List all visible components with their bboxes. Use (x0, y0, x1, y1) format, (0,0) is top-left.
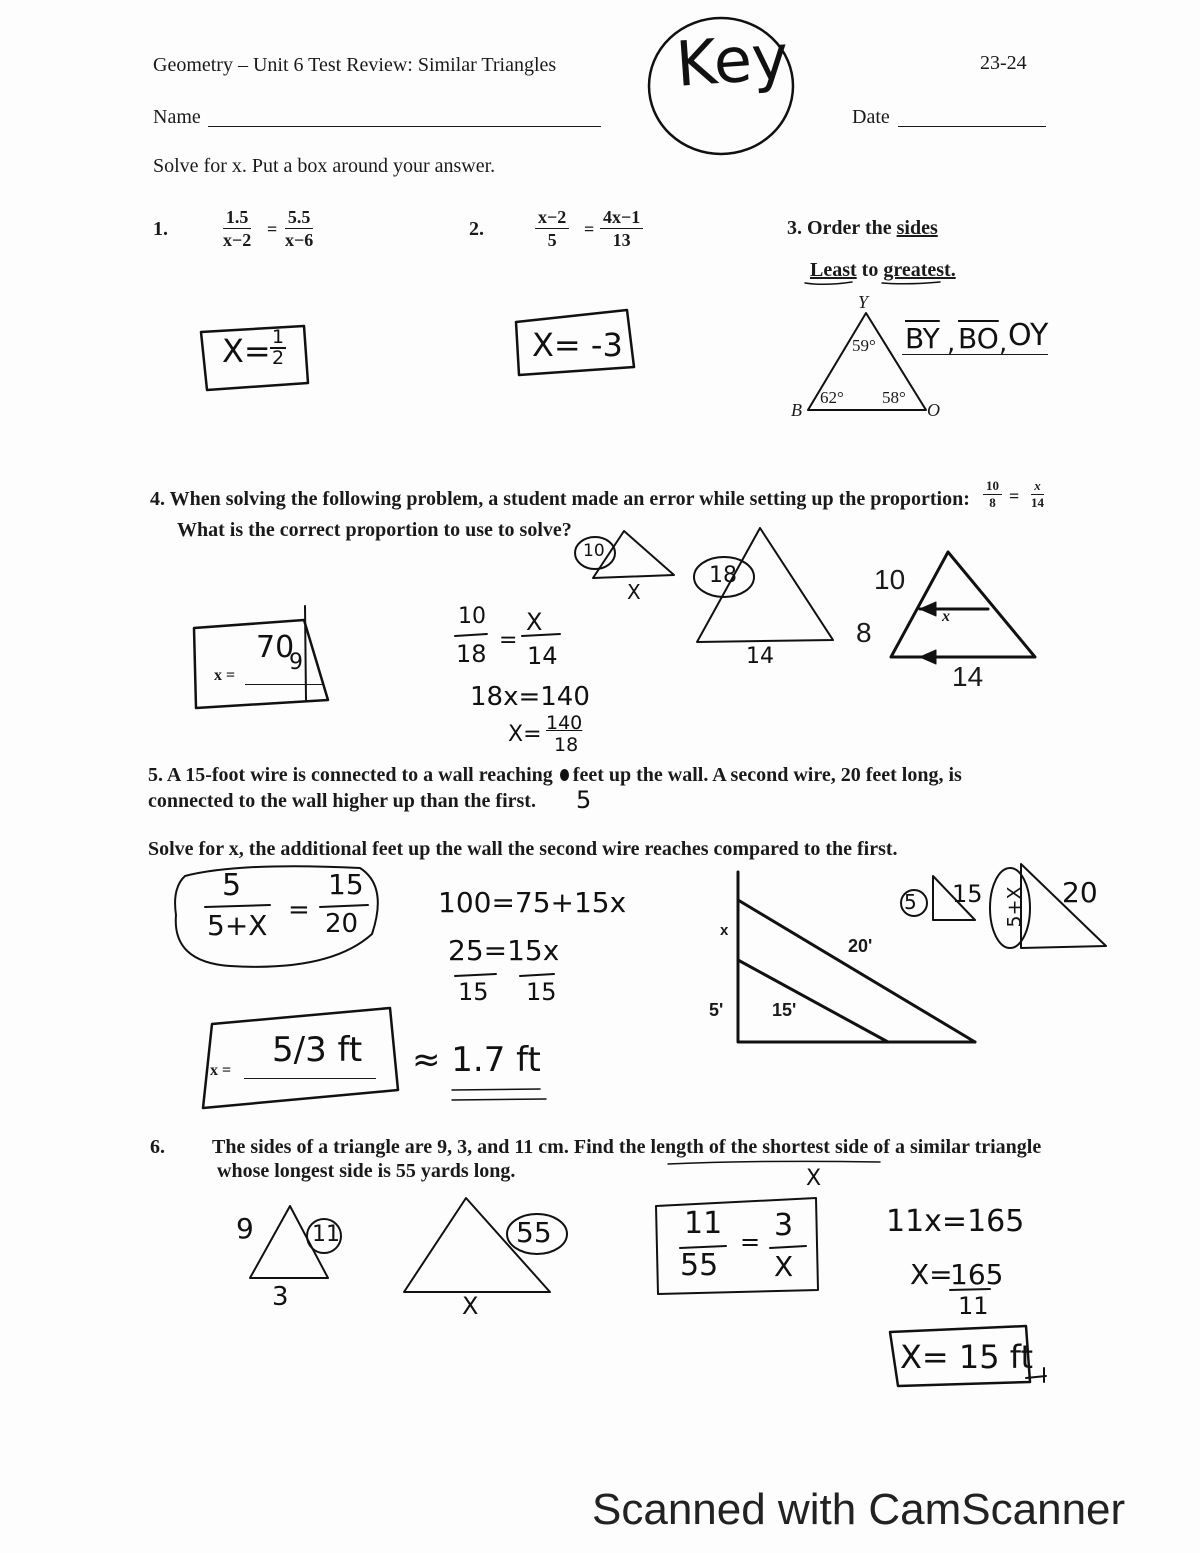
problem-2-lhs-den: 5 (547, 230, 557, 250)
problem-4-sketch-14: 14 (746, 644, 774, 669)
problem-4-arrow2 (920, 650, 936, 664)
problem-6-work2-x: X= (910, 1258, 953, 1291)
problem-3-vertex-b: B (791, 400, 802, 420)
problem-6-number: 6. (150, 1136, 165, 1158)
problem-4-given-equals: = (1009, 486, 1020, 506)
problem-5-work3-right: 15 (526, 978, 557, 1006)
problem-3-greatest: greatest. (883, 259, 956, 281)
name-label: Name (153, 106, 201, 128)
problem-2-number: 2. (469, 218, 484, 240)
problem-1-rhs-fraction (282, 206, 316, 251)
name-line (208, 126, 601, 127)
problem-1-answer-num: 1 (272, 326, 285, 348)
problem-5-answer-line (244, 1078, 376, 1079)
problem-2-equals: = (584, 219, 595, 239)
problem-6-line1-b: length of the shortest side (650, 1136, 869, 1158)
problem-5-answer-label: x = (210, 1062, 232, 1079)
problem-5-work3-bar1 (455, 974, 496, 976)
problem-4-figure-8: 8 (856, 617, 872, 648)
problem-5-line1-a: 5. A 15-foot wire is connected to a wall reaching (148, 764, 553, 786)
problem-4-work-bar1 (455, 634, 487, 636)
problem-5-line3: Solve for x, the additional feet up the wall the second wire reaches compared to the first. (148, 838, 898, 860)
problem-2-lhs-num: x−2 (535, 206, 569, 229)
problem-2-rhs-num: 4x−1 (600, 206, 643, 229)
problem-5-sketch-5: 5 (904, 890, 917, 914)
problem-5-fig-20: 20' (848, 936, 873, 956)
problem-3-angle-o: 58° (882, 388, 906, 407)
problem-4-work-num1: 10 (458, 604, 486, 629)
problem-6-line1-a: The sides of a triangle are 9, 3, and 11 cm. Find the (212, 1136, 651, 1158)
key-label: Key (673, 20, 791, 101)
problem-2-rhs-den: 13 (612, 230, 631, 250)
problem-4-work-eq: = (499, 628, 518, 653)
problem-3-prefix: 3. Order the (787, 217, 897, 239)
problem-4-figure-14: 14 (952, 661, 984, 692)
problem-5-prop-bar1 (205, 905, 270, 907)
problem-6-line2: whose longest side is 55 yards long. (217, 1160, 516, 1182)
problem-5-prop-den1: 5+X (207, 909, 268, 942)
problem-5-prop-eq: = (288, 895, 310, 925)
problem-4-arrow1 (920, 602, 936, 616)
problem-5-wire-short (738, 960, 888, 1042)
problem-4-line2: What is the correct proportion to use to solve? (177, 519, 572, 541)
problem-4-given-lhs (983, 478, 1002, 511)
problem-1-number: 1. (153, 218, 168, 240)
problem-3-least-under (805, 282, 852, 284)
problem-5-approx-under (452, 1089, 546, 1100)
problem-5-fig-15: 15' (772, 1000, 797, 1020)
problem-5-work3-left: 15 (458, 978, 489, 1006)
problem-1-equals: = (267, 219, 278, 239)
problem-1-answer-den: 2 (272, 347, 285, 369)
problem-4-work-line2: 18x=140 (470, 682, 590, 712)
problem-4-figure-10: 10 (874, 564, 906, 595)
problem-5-answer: 5/3 ft (272, 1030, 363, 1070)
problem-4-sketch-10: 10 (583, 541, 605, 561)
problem-4-answer-line (245, 684, 323, 685)
problem-3-angle-b: 62° (820, 388, 844, 407)
problem-6-prop-num2: 3 (774, 1208, 794, 1243)
problem-6-sketch-3: 3 (272, 1282, 289, 1312)
problem-4-sketch-18: 18 (709, 563, 737, 588)
problem-3-comma2: , (999, 328, 1008, 358)
problem-6-sketch-x: X (462, 1292, 479, 1320)
problem-6-work1: 11x=165 (886, 1204, 1025, 1239)
problem-5-sketch-20: 20 (1062, 876, 1098, 909)
problem-3-sides: sides (896, 217, 938, 239)
problem-6-prop-num1: 11 (684, 1206, 723, 1241)
problem-4-work-num2: X (526, 608, 543, 636)
problem-5-work2: 25=15x (448, 934, 560, 967)
problem-4-given-rden: 14 (1031, 495, 1044, 510)
problem-6-work2-den: 11 (958, 1292, 989, 1320)
date-label: Date (852, 106, 890, 128)
problem-6-prop-den1: 55 (680, 1248, 719, 1283)
problem-4-figure-x: x (942, 608, 950, 625)
problem-1-lhs-den: x−2 (223, 230, 252, 250)
problem-3-comma1: , (947, 328, 956, 358)
problem-5-fig-x: x (720, 922, 729, 939)
problem-3-to: to (856, 259, 884, 281)
problem-1-lhs-num: 1.5 (223, 206, 252, 229)
problem-6-sketch-9: 9 (236, 1212, 254, 1245)
problem-5-prop-num1: 5 (222, 868, 242, 903)
problem-2-lhs-fraction (535, 206, 569, 251)
problem-2-answer: X= -3 (532, 326, 623, 364)
worksheet-title: Geometry – Unit 6 Test Review: Similar Triangles (153, 54, 557, 76)
problem-5-correction: 5 (576, 786, 592, 814)
problem-4-given-rnum: x (1031, 478, 1044, 495)
problem-6-underline (668, 1161, 880, 1164)
problem-3-line2 (810, 259, 956, 282)
problem-4-answer-num: 70 (256, 630, 295, 665)
problem-3-answer-oy: OY (1008, 318, 1049, 353)
problem-3-answer-by: $\overline{BY}$ (905, 322, 940, 355)
problem-5-prop-den2: 20 (325, 909, 359, 939)
problem-5-line1-b: feet up the wall. A second wire, 20 feet long, is (572, 764, 962, 786)
problem-1-answer-fraction (270, 328, 286, 368)
problem-5-sketch-15: 15 (952, 880, 983, 908)
problem-2-rhs-fraction (600, 206, 643, 251)
problem-4-given-den: 8 (989, 495, 996, 510)
problem-3-answer-line (902, 354, 1048, 355)
problem-3-vertex-o: O (927, 400, 940, 420)
problem-6-sketch-11: 11 (312, 1222, 340, 1247)
problem-4-small-triangle (593, 531, 674, 578)
problem-5-work3-bar2 (520, 974, 554, 976)
problem-5-line1 (148, 764, 962, 787)
problem-1-rhs-num: 5.5 (285, 206, 314, 229)
problem-6-x-mark: X (806, 1166, 822, 1191)
problem-1-answer: X= (222, 332, 271, 370)
problem-6-line1-c: of a similar triangle (868, 1136, 1042, 1158)
problem-6-work2-num: 165 (950, 1258, 1004, 1291)
problem-4-work-x: X= (508, 722, 542, 747)
date-line (898, 126, 1046, 127)
problem-3-least: Least (810, 259, 857, 281)
problem-4-work-den2: 14 (527, 642, 558, 670)
problem-5-sketch-5x: 5+X (1003, 886, 1026, 928)
school-year: 23-24 (980, 52, 1027, 74)
problem-3-greatest-under (882, 282, 940, 284)
problem-3-vertex-y: Y (858, 292, 869, 312)
problem-4-work-num3: 140 (546, 712, 583, 734)
problem-4-work-den1: 18 (456, 640, 487, 668)
problem-5-crossed-out-number (560, 769, 569, 781)
problem-3-line1 (787, 217, 938, 240)
problem-6-line1 (212, 1136, 1041, 1159)
problem-5-fig-5: 5' (709, 1000, 724, 1020)
problem-6-prop-eq: = (740, 1228, 761, 1256)
problem-6-prop-bar2 (770, 1246, 806, 1248)
problem-4-sketch-x: X (627, 580, 641, 604)
problem-4-answer-slash (305, 606, 306, 700)
problem-6-prop-den2: X (774, 1250, 794, 1283)
problem-3-angle-y: 59° (852, 336, 876, 355)
problem-5-prop-bar2 (320, 905, 368, 907)
problem-5-prop-num2: 15 (328, 868, 364, 901)
problem-1-rhs-den: x−6 (285, 230, 314, 250)
instructions: Solve for x. Put a box around your answer. (153, 155, 496, 177)
problem-4-answer-den: 9 (289, 650, 303, 675)
problem-4-answer-label: x = (214, 667, 236, 684)
problem-3-answer-bo: $\overline{BO}$ (958, 322, 999, 355)
problem-5-line2: connected to the wall higher up than the first. (148, 790, 536, 812)
problem-6-answer: X= 15 ft (900, 1338, 1034, 1376)
problem-4-line1: 4. When solving the following problem, a student made an error while setting up the proportion: (150, 488, 970, 510)
problem-4-given-num: 10 (983, 478, 1002, 495)
problem-6-sketch-55: 55 (516, 1216, 552, 1249)
problem-5-approx: ≈ 1.7 ft (412, 1040, 541, 1080)
problem-4-work-den3: 18 (554, 734, 579, 756)
problem-4-given-rhs (1028, 478, 1047, 511)
camscanner-watermark: Scanned with CamScanner (592, 1485, 1126, 1534)
problem-5-work1: 100=75+15x (438, 886, 627, 919)
problem-4-figure-triangle (891, 552, 1035, 657)
problem-1-lhs-fraction (220, 206, 254, 251)
